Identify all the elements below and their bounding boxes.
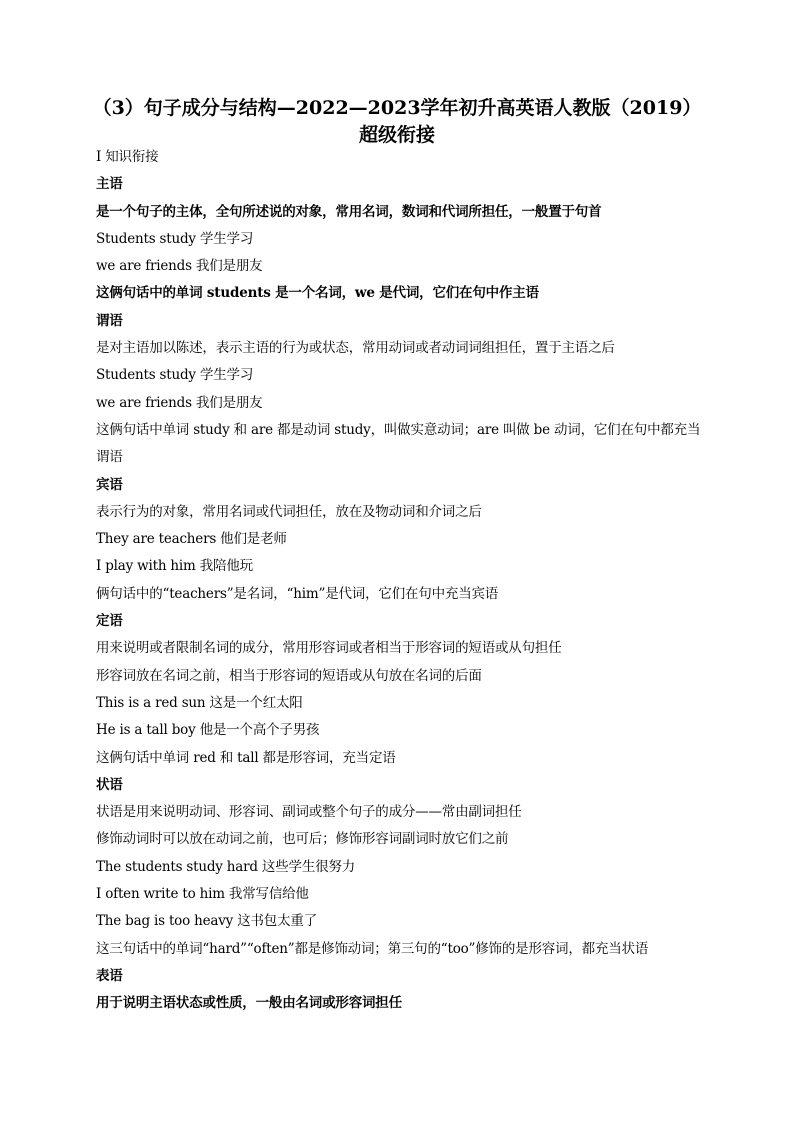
body-text-line: I 知识衔接 [96, 149, 159, 165]
body-text-line: I play with him 我陪他玩 [96, 558, 253, 575]
section-heading-line: 用于说明主语状态或性质，一般由名词或形容词担任 [96, 995, 402, 1012]
body-text-line: I often write to him 我常写信给他 [96, 886, 309, 903]
body-text-line: 是对主语加以陈述，表示主语的行为或状态，常用动词或者动词词组担任，置于主语之后 [96, 340, 615, 357]
section-heading-line: 是一个句子的主体，全句所述说的对象，常用名词，数词和代词所担任，一般置于句首 [96, 203, 602, 220]
document-title-line-1: （3）句子成分与结构—2022—2023学年初升高英语人教版（2019） [92, 97, 702, 119]
body-text-line: 表示行为的对象，常用名词或代词担任，放在及物动词和介词之后 [96, 503, 482, 520]
body-text-line: They are teachers 他们是老师 [96, 531, 287, 548]
section-heading-line: 宾语 [96, 476, 123, 493]
section-heading-line: 谓语 [96, 312, 123, 329]
body-text-line: 这俩句话中单词 study 和 are 都是动词 study，叫做实意动词；are 叫做 be 动词，它们在句中都充当 [96, 421, 701, 438]
body-text-line: 这三句话中的单词“hard”“often”都是修饰动词；第三句的“too”修饰的是形容词，都充当状语 [96, 940, 649, 957]
body-text-line: 用来说明或者限制名词的成分，常用形容词或者相当于形容词的短语或从句担任 [96, 640, 562, 657]
section-heading-line: 定语 [96, 613, 123, 630]
body-text-line: The students study hard 这些学生很努力 [96, 858, 356, 875]
section-heading-line: 表语 [96, 967, 123, 984]
document-title-line-2: 超级衔接 [358, 124, 435, 146]
body-text-line: 这俩句话中单词 red 和 tall 都是形容词，充当定语 [96, 749, 396, 766]
body-text-line: The bag is too heavy 这书包太重了 [96, 913, 317, 930]
body-text-line: 修饰动词时可以放在动词之前，也可后；修饰形容词副词时放它们之前 [96, 831, 509, 848]
body-text-line: He is a tall boy 他是一个高个子男孩 [96, 722, 320, 739]
section-heading-line: 主语 [96, 176, 123, 193]
section-heading-line: 状语 [96, 776, 123, 793]
body-text-line: Students study 学生学习 [96, 367, 254, 384]
body-text-line: we are friends 我们是朋友 [96, 258, 263, 275]
body-text-line: 谓语 [96, 449, 123, 466]
document-body [96, 144, 736, 1018]
body-text-line: 形容词放在名词之前，相当于形容词的短语或从句放在名词的后面 [96, 667, 482, 684]
body-text-line: Students study 学生学习 [96, 230, 254, 247]
body-text-line: 俩句话中的“teachers”是名词，“him”是代词，它们在句中充当宾语 [96, 585, 499, 602]
body-text-line: This is a red sun 这是一个红太阳 [96, 694, 303, 711]
section-heading-line: 这俩句话中的单词 students 是一个名词，we 是代词，它们在句中作主语 [96, 285, 539, 302]
body-text-line: we are friends 我们是朋友 [96, 394, 263, 411]
body-text-line: 状语是用来说明动词、形容词、副词或整个句子的成分——常由副词担任 [96, 804, 522, 821]
